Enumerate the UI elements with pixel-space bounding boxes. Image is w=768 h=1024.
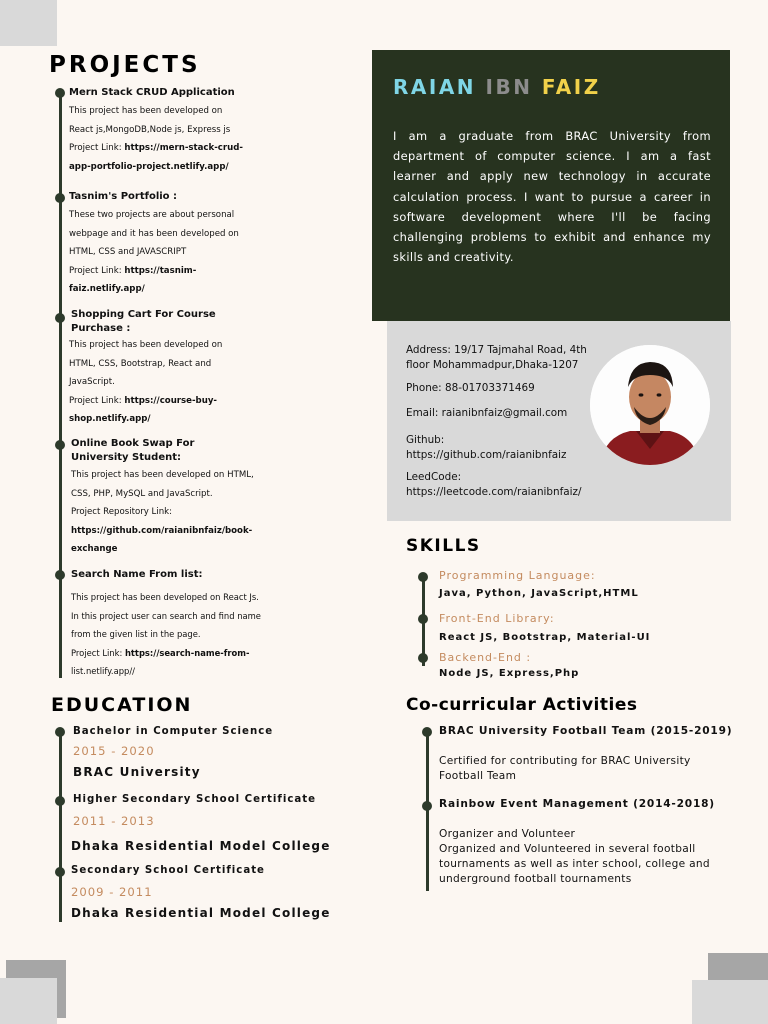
project-line: These two projects are about personal xyxy=(69,210,235,220)
middle-name: IBN xyxy=(485,75,533,99)
contact-address xyxy=(406,343,587,372)
timeline-dot xyxy=(55,570,65,580)
timeline-dot xyxy=(55,727,65,737)
project-link-label: Project Link: xyxy=(71,647,123,658)
project-line: React js,MongoDB,Node js, Express js xyxy=(69,124,231,135)
contact-github xyxy=(406,433,566,462)
project-description xyxy=(69,336,265,429)
skill-category: Programming Language: xyxy=(439,569,596,582)
activity-description xyxy=(439,827,745,887)
project-line: This project has been developed on xyxy=(69,340,223,350)
skill-category: Front-End Library: xyxy=(439,612,555,625)
skill-category: Backend-End : xyxy=(439,651,532,664)
timeline-dot xyxy=(55,193,65,203)
timeline-dot xyxy=(55,796,65,806)
profile-photo-illustration xyxy=(590,345,710,465)
full-name xyxy=(393,75,601,99)
project-link[interactable]: exchange xyxy=(71,544,118,555)
project-title xyxy=(71,437,194,465)
timeline-dot xyxy=(422,727,432,737)
project-link[interactable]: faiz.netlify.app/ xyxy=(69,284,145,295)
projects-heading: PROJECTS xyxy=(49,52,201,78)
activity-title: Rainbow Event Management (2014-2018) xyxy=(439,798,715,810)
project-link[interactable]: https://github.com/raianibnfaiz/book- xyxy=(71,525,253,536)
skill-list: React JS, Bootstrap, Material-UI xyxy=(439,632,651,643)
project-link[interactable]: https://search-name-from- xyxy=(124,647,250,658)
leetcode-label: LeedCode: xyxy=(406,471,462,483)
activity-line: tournaments as well as inter school, college and xyxy=(439,858,710,870)
education-school: BRAC University xyxy=(73,765,201,779)
github-label: Github: xyxy=(406,434,445,446)
project-link[interactable]: app-portfolio-project.netlify.app/ xyxy=(69,161,229,172)
timeline-dot xyxy=(422,801,432,811)
timeline-dot xyxy=(418,614,428,624)
project-description xyxy=(69,102,265,176)
project-title-line: Purchase : xyxy=(71,323,131,334)
project-title: Tasnim's Portfolio : xyxy=(69,191,178,202)
project-link[interactable]: list.netlify.app// xyxy=(71,666,135,677)
cocurricular-timeline xyxy=(426,731,429,891)
education-years: 2011 - 2013 xyxy=(73,814,155,828)
skill-list: Java, Python, JavaScript,HTML xyxy=(439,588,639,599)
timeline-dot xyxy=(418,653,428,663)
contact-phone: Phone: 88-01703371469 xyxy=(406,382,535,394)
project-line: HTML, CSS and JAVASCRIPT xyxy=(69,247,187,258)
activity-title: BRAC University Football Team (2015-2019) xyxy=(439,725,733,737)
project-line: This project has been developed on xyxy=(69,106,223,116)
address-line: Address: 19/17 Tajmahal Road, 4th xyxy=(406,344,587,356)
project-title: Mern Stack CRUD Application xyxy=(69,87,235,98)
skill-list: Node JS, Express,Php xyxy=(439,668,580,679)
education-years: 2015 - 2020 xyxy=(73,744,155,758)
project-title-line: University Student: xyxy=(71,452,181,463)
activity-line: Organizer and Volunteer xyxy=(439,828,576,840)
address-line: floor Mohammadpur,Dhaka-1207 xyxy=(406,358,579,371)
activity-line: Certified for contributing for BRAC University xyxy=(439,755,691,767)
timeline-dot xyxy=(55,88,65,98)
timeline-dot xyxy=(55,867,65,877)
project-line: webpage and it has been developed on xyxy=(69,228,239,239)
activity-line: underground football tournaments xyxy=(439,873,632,885)
project-description xyxy=(71,466,286,559)
cocurricular-heading: Co-curricular Activities xyxy=(406,695,638,715)
project-link-label: Project Link: xyxy=(69,395,122,406)
project-line: from the given list in the page. xyxy=(71,629,201,640)
timeline-dot xyxy=(55,313,65,323)
decor-square-top-left xyxy=(0,0,57,46)
contact-leetcode xyxy=(406,470,581,499)
education-school: Dhaka Residential Model College xyxy=(71,839,331,853)
project-line: This project has been developed on HTML, xyxy=(71,470,254,480)
projects-timeline xyxy=(59,92,62,678)
timeline-dot xyxy=(418,572,428,582)
project-title xyxy=(71,308,216,336)
decor-square-bottom-left-light xyxy=(0,978,57,1024)
about-summary: I am a graduate from BRAC University from department of computer science. I am a fast learner and apply new technology in accurate calculation process. I want to pursue a career in software development where I'll be facing challenging problems to exhibit and enhance my skills and creativity. xyxy=(393,129,711,265)
education-degree: Higher Secondary School Certificate xyxy=(73,794,317,805)
project-title-line: Online Book Swap For xyxy=(71,438,195,449)
project-line: HTML, CSS, Bootstrap, React and xyxy=(69,358,212,369)
project-description xyxy=(71,588,296,681)
project-title-line: Shopping Cart For Course xyxy=(71,309,216,320)
project-line: JavaScript. xyxy=(69,377,115,388)
activity-line: Organized and Volunteered in several football xyxy=(439,843,696,855)
last-name: FAIZ xyxy=(541,75,601,99)
project-link[interactable]: https://course-buy- xyxy=(124,395,217,406)
activity-description xyxy=(439,754,745,784)
project-line: CSS, PHP, MySQL and JavaScript. xyxy=(71,488,213,499)
activity-line: Football Team xyxy=(439,770,517,782)
project-description xyxy=(69,206,281,299)
contact-email[interactable]: Email: raianibnfaiz@gmail.com xyxy=(406,407,568,419)
project-link-label: Project Repository Link: xyxy=(71,507,173,518)
github-link[interactable]: https://github.com/raianibnfaiz xyxy=(406,448,567,461)
profile-photo xyxy=(590,345,710,465)
decor-square-bottom-right-dark xyxy=(708,953,768,983)
project-line: This project has been developed on React Js. xyxy=(71,592,259,602)
education-timeline xyxy=(59,730,62,922)
education-heading: EDUCATION xyxy=(51,694,193,716)
project-link[interactable]: shop.netlify.app/ xyxy=(69,414,151,425)
education-school: Dhaka Residential Model College xyxy=(71,906,331,920)
project-title: Search Name From list: xyxy=(71,569,203,580)
project-link-label: Project Link: xyxy=(69,265,122,276)
project-link[interactable]: https://mern-stack-crud- xyxy=(124,143,243,154)
project-link-label: Project Link: xyxy=(69,143,122,154)
leetcode-link[interactable]: https://leetcode.com/raianibnfaiz/ xyxy=(406,485,582,498)
education-degree: Secondary School Certificate xyxy=(71,865,265,876)
education-years: 2009 - 2011 xyxy=(71,885,153,899)
project-line: In this project user can search and find name xyxy=(71,610,261,621)
first-name: RAIAN xyxy=(393,75,477,99)
decor-square-bottom-right-light xyxy=(692,980,768,1024)
education-degree: Bachelor in Computer Science xyxy=(73,726,274,737)
skills-heading: SKILLS xyxy=(406,536,481,556)
timeline-dot xyxy=(55,440,65,450)
project-link[interactable]: https://tasnim- xyxy=(124,265,197,276)
